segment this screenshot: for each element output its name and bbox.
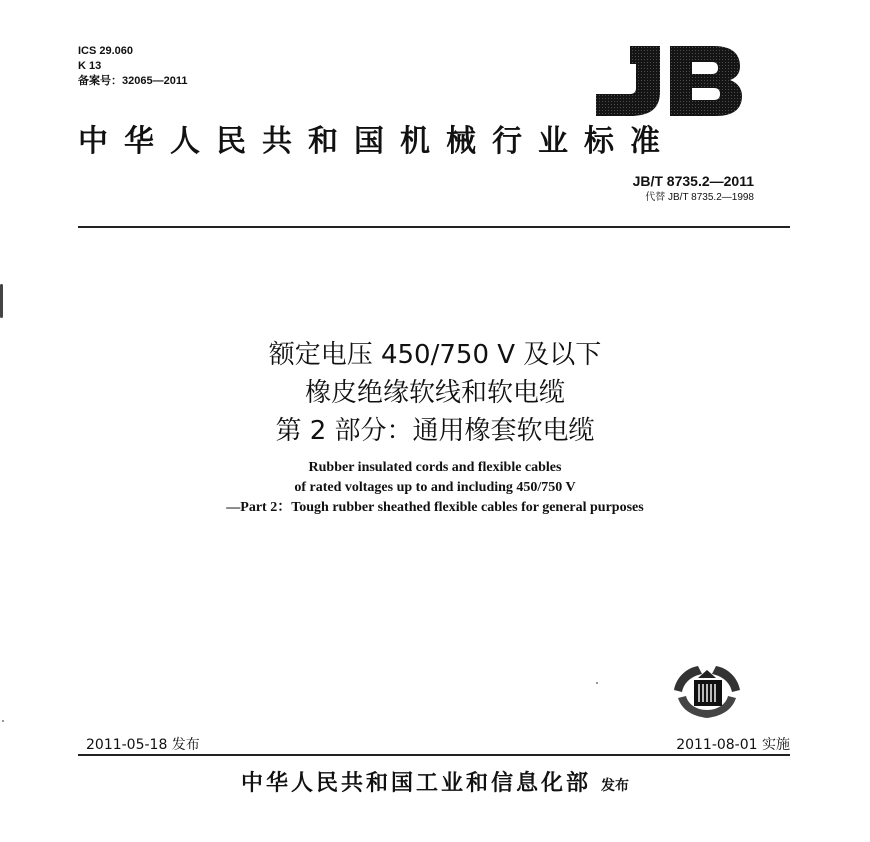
chinese-title — [120, 336, 750, 450]
standard-number-block — [633, 172, 754, 205]
category-code: K 13 — [78, 60, 102, 72]
record-number: 备案号：32065—2011 — [78, 75, 188, 87]
replaces-standard: 代替 JB/T 8735.2—1998 — [645, 192, 754, 203]
chinese-title-line-1: 额定电压 450/750 V 及以下 — [268, 340, 602, 370]
issuer-name: 中华人民共和国工业和信息化部 — [240, 771, 591, 796]
english-title-line-1: Rubber insulated cords and flexible cables — [308, 460, 562, 475]
ics-code: ICS 29.060 — [78, 45, 134, 57]
header-divider — [78, 226, 790, 228]
footer-divider — [78, 754, 790, 756]
organization-title: 中华人民共和国机械行业标准 — [78, 124, 676, 159]
issue-date: 2011-05-18 发布 — [86, 737, 200, 753]
english-title — [80, 458, 790, 518]
implementation-date: 2011-08-01 实施 — [676, 737, 790, 753]
english-title-line-2: of rated voltages up to and including 450/750 V — [294, 480, 576, 495]
chinese-title-line-2: 橡皮绝缘软线和软电缆 — [304, 378, 565, 408]
classification-block — [78, 44, 187, 89]
chinese-title-line-3: 第 2 部分：通用橡套软电缆 — [275, 416, 595, 446]
issuer-suffix: 发布 — [601, 778, 629, 794]
standard-number: JB/T 8735.2—2011 — [632, 173, 754, 189]
dates-row — [78, 734, 790, 754]
scan-speck — [2, 720, 4, 722]
jb-logo-icon — [586, 40, 746, 120]
scan-artifact — [0, 284, 3, 318]
scan-speck — [596, 682, 598, 684]
publisher-seal-icon — [668, 660, 746, 722]
english-title-line-3: —Part 2：Tough rubber sheathed flexible cables for general purposes — [226, 500, 644, 515]
issuing-authority — [80, 766, 790, 797]
